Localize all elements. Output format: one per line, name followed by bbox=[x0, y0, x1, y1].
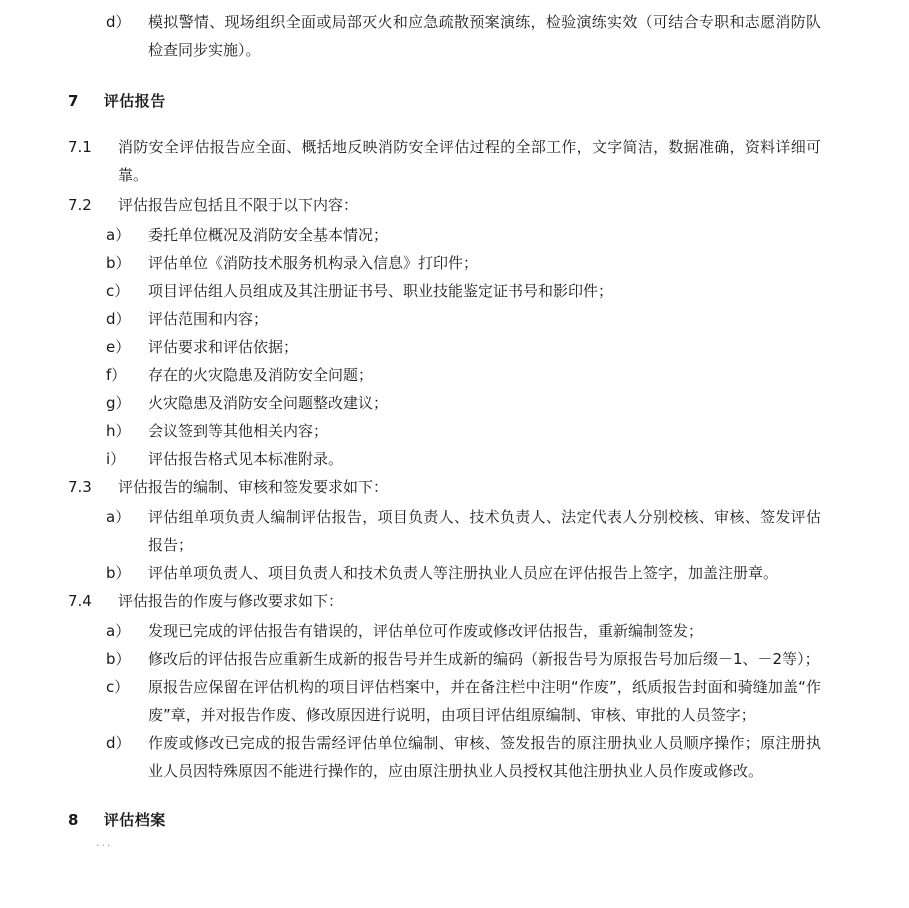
section-heading-7 bbox=[68, 90, 821, 111]
paragraph-label: 7.4 bbox=[68, 592, 92, 610]
list-marker: e） bbox=[106, 338, 131, 356]
list-marker: c） bbox=[106, 678, 130, 696]
list-item bbox=[68, 445, 821, 473]
list-marker: a） bbox=[106, 622, 131, 640]
list-item-text: 原报告应保留在评估机构的项目评估档案中，并在备注栏中注明“作废”，纸质报告封面和骑缝加盖“作废”章，并对报告作废、修改原因进行说明，由项目评估组原编制、审核、审批的人员签字； bbox=[148, 678, 821, 724]
list-item bbox=[68, 559, 821, 587]
list-item-text: 委托单位概况及消防安全基本情况； bbox=[148, 226, 389, 244]
list-marker: i） bbox=[106, 450, 126, 468]
list-item bbox=[68, 617, 821, 645]
list-item bbox=[68, 729, 821, 785]
section-title: 评估报告 bbox=[103, 92, 166, 110]
list-item bbox=[68, 361, 821, 389]
list-item-text: 评估范围和内容； bbox=[148, 310, 269, 328]
paragraph-7-2 bbox=[68, 191, 821, 219]
paragraph-7-3 bbox=[68, 473, 821, 501]
list-item-text: 火灾隐患及消防安全问题整改建议； bbox=[148, 394, 389, 412]
list-item-text: 会议签到等其他相关内容； bbox=[148, 422, 329, 440]
paragraph-label: 7.2 bbox=[68, 196, 92, 214]
list-marker: g） bbox=[106, 394, 131, 412]
list-7-2 bbox=[68, 221, 821, 473]
list-marker: a） bbox=[106, 226, 131, 244]
list-item bbox=[68, 645, 821, 673]
paragraph-label: 7.1 bbox=[68, 138, 92, 156]
continued-list-block bbox=[68, 8, 821, 64]
list-marker: d） bbox=[106, 13, 131, 31]
list-item-text: 存在的火灾隐患及消防安全问题； bbox=[148, 366, 374, 384]
list-item-text: 作废或修改已完成的报告需经评估单位编制、审核、签发报告的原注册执业人员顺序操作；原注册执业人员因特殊原因不能进行操作的，应由原注册执业人员授权其他注册执业人员作废或修改。 bbox=[148, 734, 821, 780]
list-item bbox=[68, 389, 821, 417]
list-item bbox=[68, 417, 821, 445]
list-marker: c） bbox=[106, 282, 130, 300]
list-item bbox=[68, 305, 821, 333]
list-marker: f） bbox=[106, 366, 127, 384]
section-heading-8 bbox=[68, 809, 821, 830]
paragraph-text: 消防安全评估报告应全面、概括地反映消防安全评估过程的全部工作，文字简洁，数据准确，资料详细可靠。 bbox=[118, 138, 821, 184]
list-marker: d） bbox=[106, 310, 131, 328]
page-artifact-dots: ... bbox=[96, 836, 113, 849]
section-title: 评估档案 bbox=[103, 811, 166, 829]
paragraph-text: 评估报告的编制、审核和签发要求如下： bbox=[118, 478, 389, 496]
list-item-text: 评估报告格式见本标准附录。 bbox=[148, 450, 344, 468]
list-item-text: 发现已完成的评估报告有错误的，评估单位可作废或修改评估报告，重新编制签发； bbox=[148, 622, 704, 640]
list-item bbox=[68, 673, 821, 729]
list-item bbox=[68, 221, 821, 249]
list-marker: b） bbox=[106, 650, 131, 668]
list-item bbox=[68, 8, 821, 64]
section-number: 8 bbox=[68, 811, 79, 829]
list-marker: h） bbox=[106, 422, 131, 440]
list-item bbox=[68, 249, 821, 277]
list-7-4 bbox=[68, 617, 821, 785]
list-item-text: 评估要求和评估依据； bbox=[148, 338, 299, 356]
list-item bbox=[68, 503, 821, 559]
list-marker: a） bbox=[106, 508, 131, 526]
paragraph-7-4 bbox=[68, 587, 821, 615]
list-marker: b） bbox=[106, 254, 131, 272]
list-item-text: 评估单项负责人、项目负责人和技术负责人等注册执业人员应在评估报告上签字，加盖注册章。 bbox=[148, 564, 779, 582]
list-item bbox=[68, 333, 821, 361]
list-item-text: 修改后的评估报告应重新生成新的报告号并生成新的编码（新报告号为原报告号加后缀－1、－2等）； bbox=[148, 650, 820, 668]
paragraph-7-1 bbox=[68, 133, 821, 189]
list-marker: d） bbox=[106, 734, 131, 752]
list-item-text: 模拟警情、现场组织全面或局部灭火和应急疏散预案演练，检验演练实效（可结合专职和志愿消防队检查同步实施）。 bbox=[148, 13, 821, 59]
paragraph-text: 评估报告应包括且不限于以下内容： bbox=[118, 196, 359, 214]
list-item bbox=[68, 277, 821, 305]
paragraph-text: 评估报告的作废与修改要求如下： bbox=[118, 592, 344, 610]
paragraph-label: 7.3 bbox=[68, 478, 92, 496]
list-7-3 bbox=[68, 503, 821, 587]
list-item-text: 评估单位《消防技术服务机构录入信息》打印件； bbox=[148, 254, 479, 272]
section-number: 7 bbox=[68, 92, 79, 110]
list-item-text: 项目评估组人员组成及其注册证书号、职业技能鉴定证书号和影印件； bbox=[148, 282, 614, 300]
list-marker: b） bbox=[106, 564, 131, 582]
list-item-text: 评估组单项负责人编制评估报告，项目负责人、技术负责人、法定代表人分别校核、审核、签发评估报告； bbox=[148, 508, 821, 554]
